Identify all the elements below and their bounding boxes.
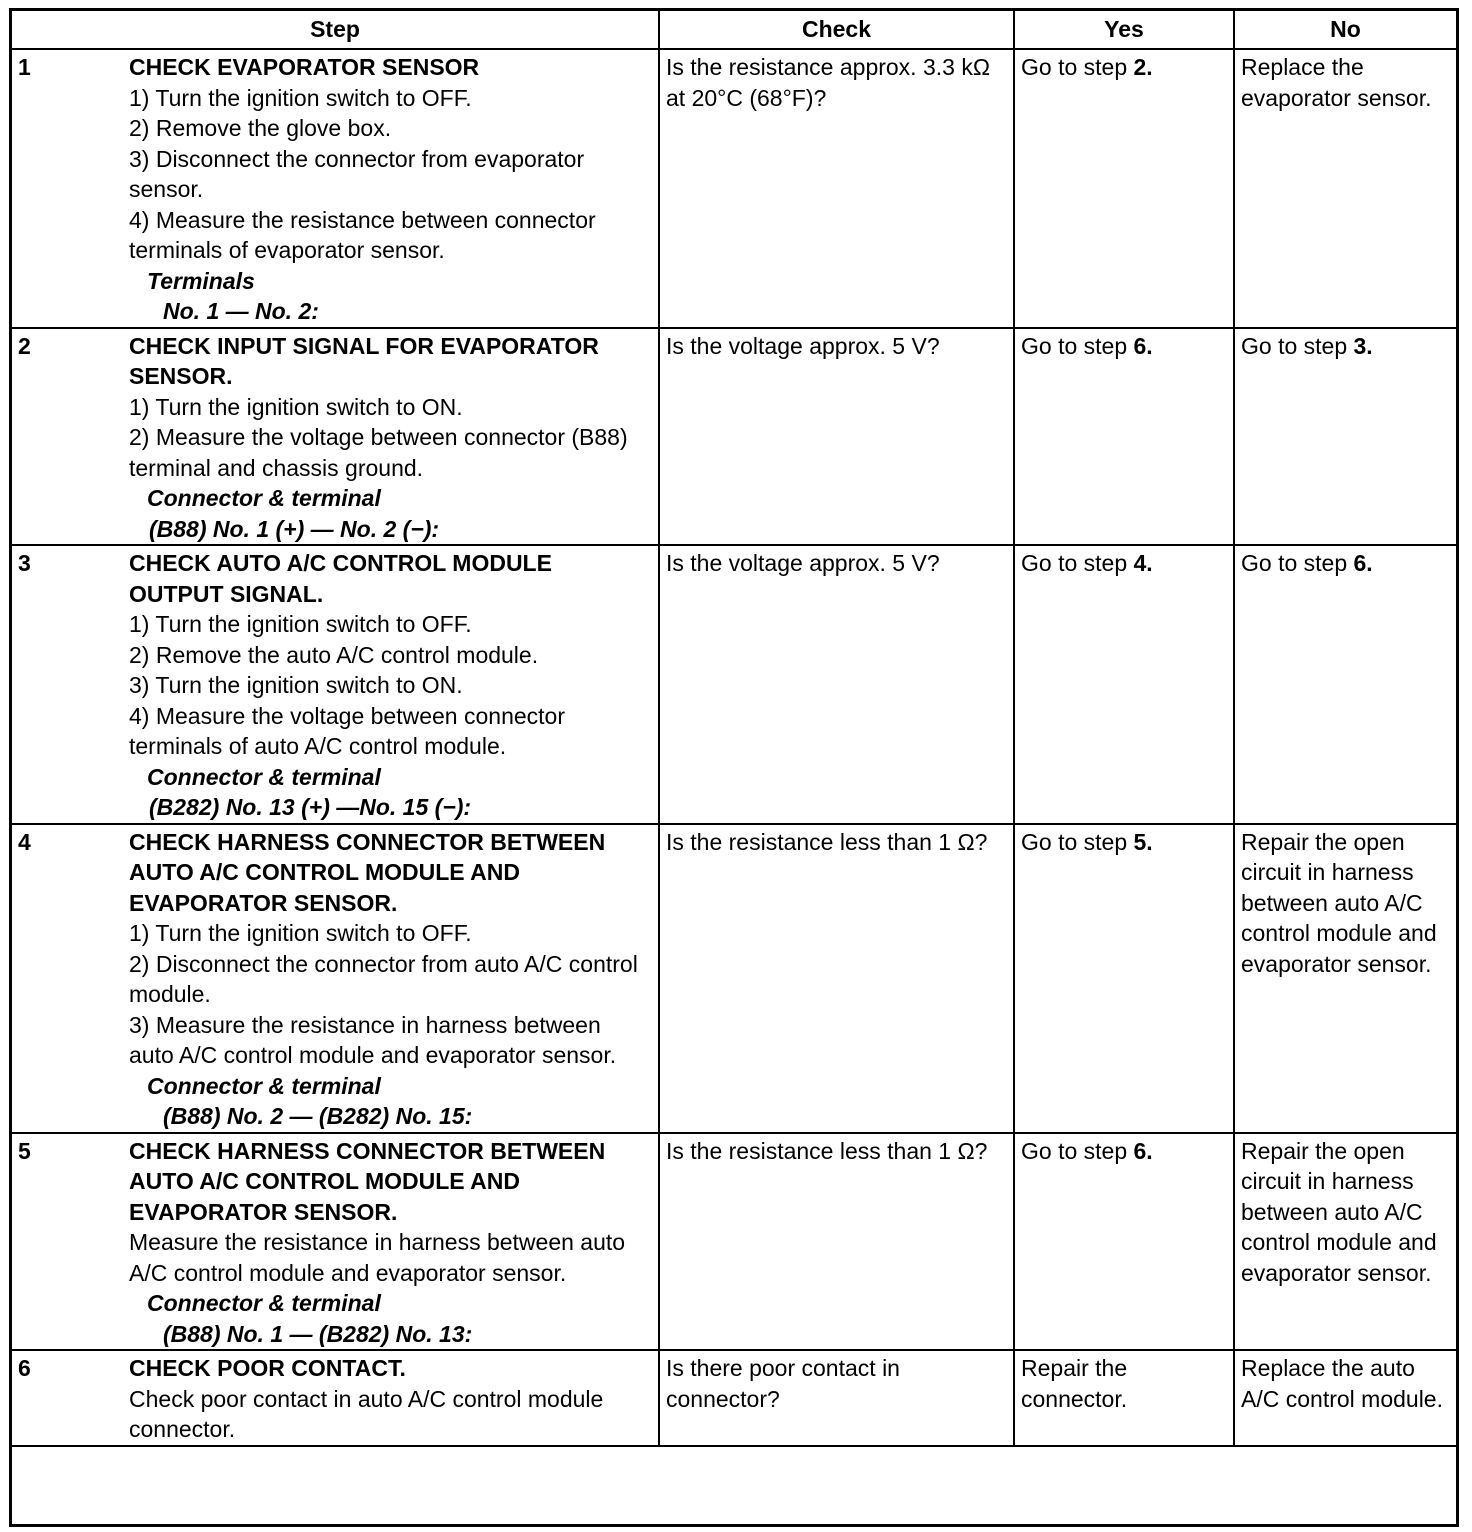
step-instruction: 4) Measure the resistance between connector terminals of evaporator sensor. — [129, 206, 596, 263]
step-instruction: 2) Remove the auto A/C control module. — [129, 641, 539, 668]
no-text: Repair the open circuit in harness between auto A/C control module and evaporator sensor. — [1241, 828, 1437, 977]
check-cell: Is the voltage approx. 5 V? — [659, 328, 1014, 546]
measure-value: (B88) No. 2 — (B282) No. 15: — [163, 1103, 473, 1129]
yes-cell — [1014, 1133, 1234, 1351]
step-cell — [11, 49, 659, 328]
yes-step-ref: 6. — [1133, 1137, 1153, 1164]
header-row — [11, 10, 1457, 49]
step-body — [129, 548, 650, 823]
measure-label: Connector & terminal — [147, 1290, 381, 1316]
troubleshooting-table — [10, 9, 1458, 1447]
yes-text: Go to step — [1021, 550, 1134, 576]
check-cell: Is the resistance less than 1 Ω? — [659, 824, 1014, 1133]
measure-value: No. 1 — No. 2: — [163, 298, 319, 324]
step-instruction: 3) Turn the ignition switch to ON. — [129, 672, 463, 698]
table-row — [11, 49, 1457, 328]
step-title: CHECK POOR CONTACT. — [129, 1355, 406, 1381]
no-cell — [1234, 545, 1457, 824]
step-number: 5 — [18, 1137, 31, 1164]
step-instruction: 4) Measure the voltage between connector terminals of auto A/C control module. — [129, 702, 565, 759]
table-row — [11, 1350, 1457, 1446]
step-number: 4 — [18, 828, 31, 855]
step-body — [129, 52, 650, 327]
step-layout — [12, 1136, 650, 1350]
yes-text: Go to step — [1021, 828, 1134, 855]
step-number: 6 — [18, 1355, 31, 1381]
yes-text: Repair the connector. — [1021, 1355, 1128, 1412]
measure-value: (B88) No. 1 — (B282) No. 13: — [163, 1320, 473, 1347]
step-title: CHECK HARNESS CONNECTOR BETWEEN AUTO A/C CONTROL MODULE AND EVAPORATOR SENSOR. — [129, 828, 606, 916]
no-cell — [1234, 1350, 1457, 1446]
table-row — [11, 545, 1457, 824]
yes-cell — [1014, 824, 1234, 1133]
step-instruction: 1) Turn the ignition switch to OFF. — [129, 920, 472, 946]
step-body — [129, 1136, 650, 1350]
yes-cell — [1014, 49, 1234, 328]
yes-step-ref: 5. — [1133, 828, 1153, 855]
step-layout — [12, 331, 650, 545]
step-title: CHECK EVAPORATOR SENSOR — [129, 54, 480, 80]
step-instruction: Check poor contact in auto A/C control module connector. — [129, 1385, 604, 1442]
step-title: CHECK INPUT SIGNAL FOR EVAPORATOR SENSOR. — [129, 332, 599, 389]
yes-text: Go to step — [1021, 54, 1134, 80]
yes-step-ref: 2. — [1133, 54, 1153, 80]
yes-step-ref: 4. — [1133, 550, 1153, 576]
table-row — [11, 824, 1457, 1133]
yes-text: Go to step — [1021, 332, 1134, 359]
header-yes: Yes — [1014, 10, 1234, 49]
no-text: Go to step — [1241, 550, 1354, 576]
no-text: Go to step — [1241, 332, 1354, 359]
no-step-ref: 6. — [1353, 550, 1373, 576]
no-text: Replace the evaporator sensor. — [1241, 54, 1432, 111]
check-cell: Is the voltage approx. 5 V? — [659, 545, 1014, 824]
measure-label: Connector & terminal — [147, 485, 381, 511]
header-check: Check — [659, 10, 1014, 49]
step-instruction: 1) Turn the ignition switch to OFF. — [129, 611, 472, 637]
yes-text: Go to step — [1021, 1137, 1134, 1164]
measure-label: Connector & terminal — [147, 763, 381, 790]
yes-cell — [1014, 328, 1234, 546]
yes-step-ref: 6. — [1133, 332, 1153, 359]
step-number: 2 — [18, 332, 31, 359]
step-cell — [11, 545, 659, 824]
no-step-ref: 3. — [1353, 332, 1373, 359]
no-text: Replace the auto A/C control module. — [1241, 1355, 1443, 1412]
step-body — [129, 331, 650, 545]
step-instruction: 3) Disconnect the connector from evaporator sensor. — [129, 145, 585, 202]
step-body — [129, 827, 650, 1132]
step-instruction: 2) Measure the voltage between connector (B88) terminal and chassis ground. — [129, 424, 628, 481]
step-cell — [11, 1133, 659, 1351]
step-instruction: 2) Remove the glove box. — [129, 115, 392, 141]
step-number: 1 — [18, 54, 31, 80]
no-cell — [1234, 328, 1457, 546]
step-body — [129, 1353, 650, 1445]
step-instruction: 1) Turn the ignition switch to ON. — [129, 393, 463, 420]
check-cell: Is the resistance less than 1 Ω? — [659, 1133, 1014, 1351]
measure-value: (B88) No. 1 (+) — No. 2 (−): — [149, 515, 440, 542]
step-instruction: 1) Turn the ignition switch to OFF. — [129, 84, 472, 111]
check-cell: Is the resistance approx. 3.3 kΩ at 20°C (68°F)? — [659, 49, 1014, 328]
table-row — [11, 328, 1457, 546]
step-layout — [12, 827, 650, 1132]
step-title: CHECK HARNESS CONNECTOR BETWEEN AUTO A/C CONTROL MODULE AND EVAPORATOR SENSOR. — [129, 1137, 606, 1225]
measure-label: Connector & terminal — [147, 1072, 381, 1099]
step-instruction: 2) Disconnect the connector from auto A/C control module. — [129, 950, 638, 1007]
measure-label: Terminals — [147, 267, 255, 294]
step-cell — [11, 824, 659, 1133]
step-cell — [11, 1350, 659, 1446]
header-no: No — [1234, 10, 1457, 49]
table-row — [11, 1133, 1457, 1351]
no-cell — [1234, 1133, 1457, 1351]
step-layout — [12, 1353, 650, 1445]
no-cell — [1234, 824, 1457, 1133]
step-cell — [11, 328, 659, 546]
check-cell: Is there poor contact in connector? — [659, 1350, 1014, 1446]
no-text: Repair the open circuit in harness between auto A/C control module and evaporator sensor. — [1241, 1137, 1437, 1286]
step-layout — [12, 52, 650, 327]
yes-cell — [1014, 545, 1234, 824]
step-number: 3 — [18, 550, 31, 576]
yes-cell — [1014, 1350, 1234, 1446]
step-title: CHECK AUTO A/C CONTROL MODULE OUTPUT SIGNAL. — [129, 550, 552, 607]
no-cell — [1234, 49, 1457, 328]
step-instruction: Measure the resistance in harness between auto A/C control module and evaporator sensor. — [129, 1229, 626, 1286]
step-instruction: 3) Measure the resistance in harness between auto A/C control module and evaporator sensor. — [129, 1011, 617, 1068]
measure-value: (B282) No. 13 (+) —No. 15 (−): — [149, 794, 472, 820]
step-layout — [12, 548, 650, 823]
header-step: Step — [11, 10, 659, 49]
